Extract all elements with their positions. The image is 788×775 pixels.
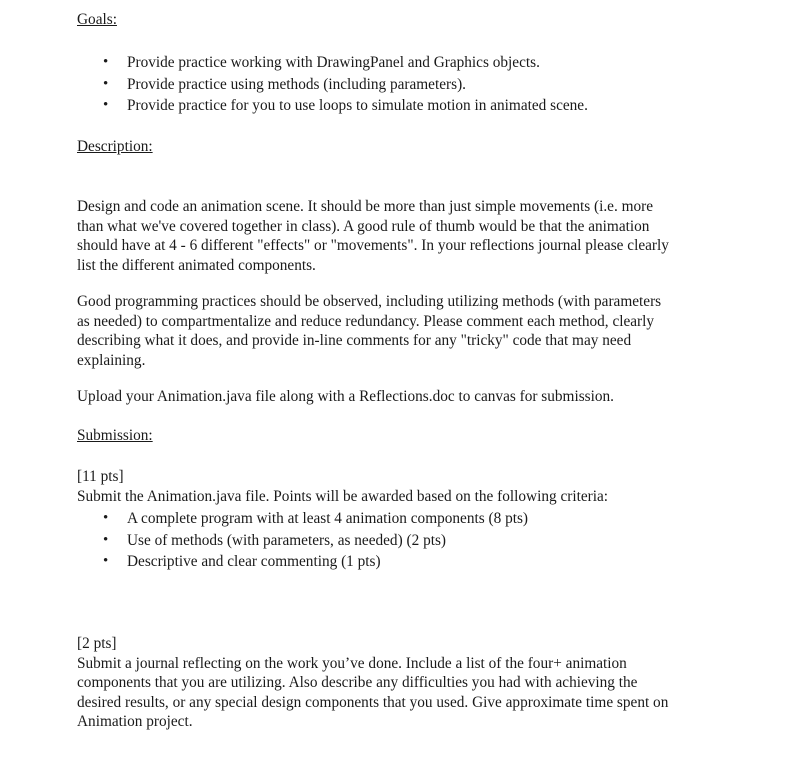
bullet-icon: • [103, 75, 109, 92]
submission-heading: Submission: [77, 427, 153, 444]
description-heading: Description: [77, 138, 153, 155]
submission-part2: [2 pts] Submit a journal reflecting on the work you’ve done. Include a list of the four+ animation components that you are utilizing. Also describe any difficulties you had with achieving the desired results, or any special design components that you used. Give approximate time spent on Animation project. [77, 634, 727, 732]
bullet-icon: • [103, 97, 109, 113]
bullet-icon: • [103, 510, 109, 526]
points-label: [11 pts] [77, 468, 124, 485]
bullet-icon: • [103, 531, 109, 548]
list-item: • Provide practice for you to use loops to simulate motion in animated scene. [77, 95, 588, 117]
goals-list [77, 52, 588, 117]
description-paragraph-2: Good programming practices should be observed, including utilizing methods (with parameters as needed) to compartmentalize and reduce redundancy. Please comment each method, clearly describing what it does, and provide in-line comments for any "tricky" code that may need explaining. [77, 293, 662, 369]
list-item: • A complete program with at least 4 animation components (8 pts) [77, 508, 528, 530]
description-paragraph-3: Upload your Animation.java file along with a Reflections.doc to canvas for submission. [77, 388, 614, 405]
points-label: [2 pts] [77, 635, 117, 652]
criteria-list [77, 508, 528, 573]
bullet-icon: • [103, 553, 109, 569]
list-item: • Descriptive and clear commenting (1 pts) [77, 551, 528, 573]
goals-heading: Goals: [77, 11, 117, 28]
list-item: • Use of methods (with parameters, as needed) (2 pts) [77, 530, 528, 552]
list-item: • Provide practice working with DrawingPanel and Graphics objects. [77, 52, 588, 74]
list-item: • Provide practice using methods (including parameters). [77, 74, 588, 96]
submission-part1: [11 pts] Submit the Animation.java file. Points will be awarded based on the following criteria: [77, 467, 727, 506]
bullet-icon: • [103, 54, 109, 70]
description-paragraph-1: Design and code an animation scene. It should be more than just simple movements (i.e. more than what we've covered together in class). A good rule of thumb would be that the animation should have at 4 - 6 different "effects" or "movements". In your reflections journal please clearly list the different animated components. [77, 198, 669, 274]
